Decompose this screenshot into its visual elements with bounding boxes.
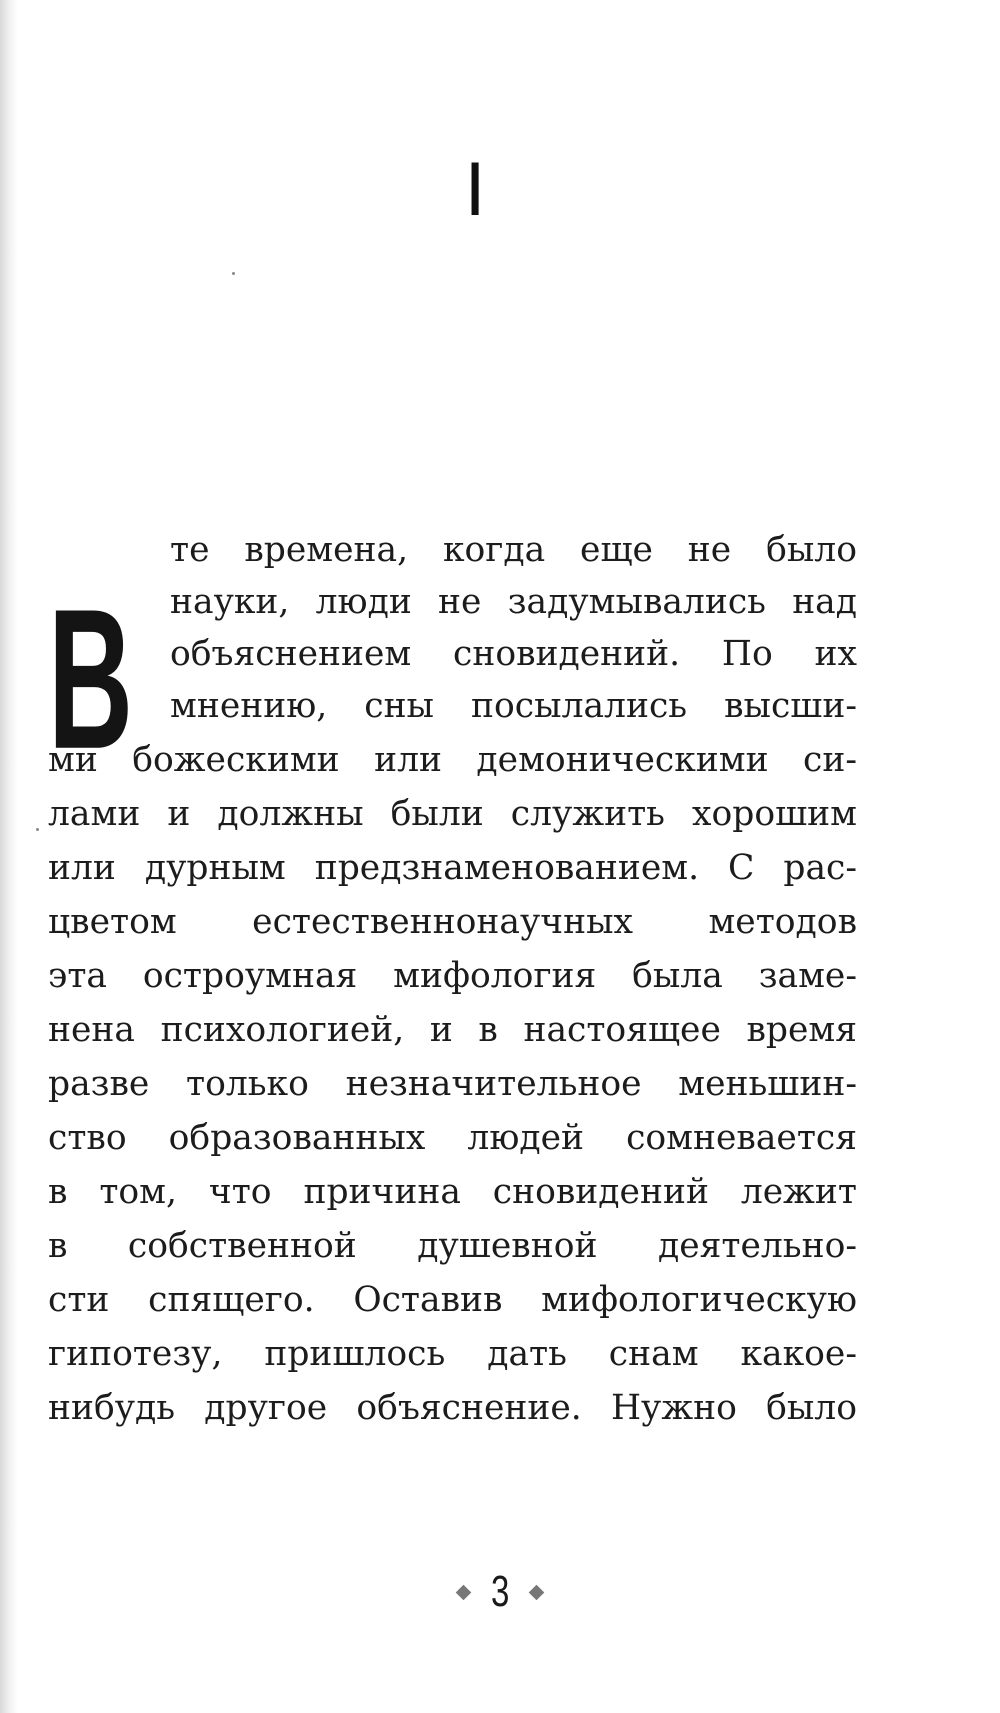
text-line: эта остроумная мифология была заме- (48, 956, 857, 996)
text-line: разве только незначительное меньшин- (48, 1064, 857, 1104)
diamond-ornament-icon (529, 1584, 545, 1600)
diamond-ornament-icon (455, 1584, 471, 1600)
text-line: или дурным предзнаменованием. С рас- (48, 848, 857, 888)
text-line: цветом естественнонаучных методов (48, 902, 857, 942)
text-line: лами и должны были служить хорошим (48, 794, 857, 834)
page-footer (0, 1566, 1000, 1618)
text-line: нена психологией, и в настоящее время (48, 1010, 857, 1050)
text-line: ми божескими или демоническими си- (48, 740, 857, 780)
page-number: 3 (490, 1567, 510, 1616)
text-line: в том, что причина сновидений лежит (48, 1172, 857, 1212)
text-line: ство образованных людей сомневается (48, 1118, 857, 1158)
text-line: мнению, сны посылались высши- (170, 686, 857, 726)
text-line: науки, люди не задумывались над (170, 582, 857, 622)
text-line: те времена, когда еще не было (170, 530, 857, 570)
scan-edge-shadow (0, 0, 18, 1713)
chapter-number: I (464, 147, 486, 232)
text-line: в собственной душевной деятельно- (48, 1226, 857, 1266)
text-line: сти спящего. Оставив мифологическую (48, 1280, 857, 1320)
text-line: гипотезу, пришлось дать снам какое- (48, 1334, 857, 1374)
text-line: объяснением сновидений. По их (170, 634, 857, 674)
scan-speck (232, 272, 235, 275)
drop-cap-letter: В (48, 568, 134, 791)
text-line: нибудь другое объяснение. Нужно было (48, 1388, 857, 1428)
scan-speck (36, 828, 39, 831)
